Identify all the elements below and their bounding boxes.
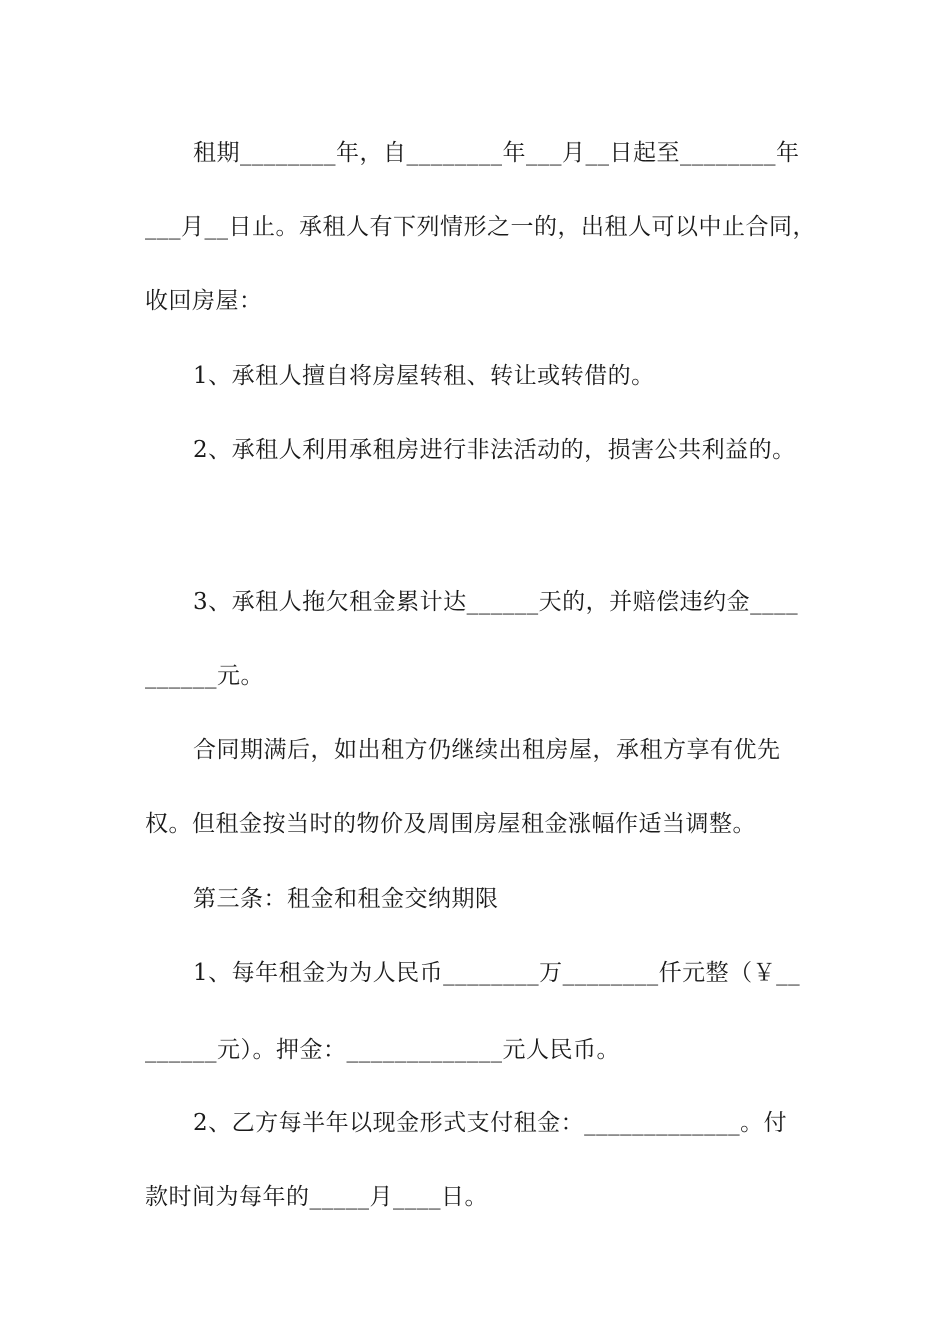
rent-clause-2-line-1: 2、乙方每半年以现金形式支付租金：_____________。付 [193, 1110, 788, 1136]
lease-term-line-2: ___月__日止。承租人有下列情形之一的，出租人可以中止合同， [145, 214, 816, 240]
lease-term-line-3: 收回房屋： [145, 288, 263, 314]
termination-clause-3-line-1: 3、承租人拖欠租金累计达______天的，并赔偿违约金____ [193, 589, 799, 615]
lease-term-line-1: 租期________年，自________年___月__日起至________年 [193, 140, 800, 166]
renewal-paragraph-line-2: 权。但租金按当时的物价及周围房屋租金涨幅作适当调整。 [145, 811, 756, 837]
rent-clause-2-line-2: 款时间为每年的_____月____日。 [145, 1184, 488, 1210]
rent-clause-1-line-2: ______元）。押金：_____________元人民币。 [145, 1037, 620, 1063]
renewal-paragraph-line-1: 合同期满后，如出租方仍继续出租房屋，承租方享有优先 [193, 737, 781, 763]
rent-clause-1-line-1: 1、每年租金为为人民币________万________仟元整（￥__ [193, 960, 801, 986]
termination-clause-1: 1、承租人擅自将房屋转租、转让或转借的。 [193, 363, 655, 389]
article-three-heading: 第三条：租金和租金交纳期限 [193, 886, 499, 912]
termination-clause-3-line-2: ______元。 [145, 663, 264, 689]
termination-clause-2: 2、承租人利用承租房进行非法活动的，损害公共利益的。 [193, 437, 796, 463]
